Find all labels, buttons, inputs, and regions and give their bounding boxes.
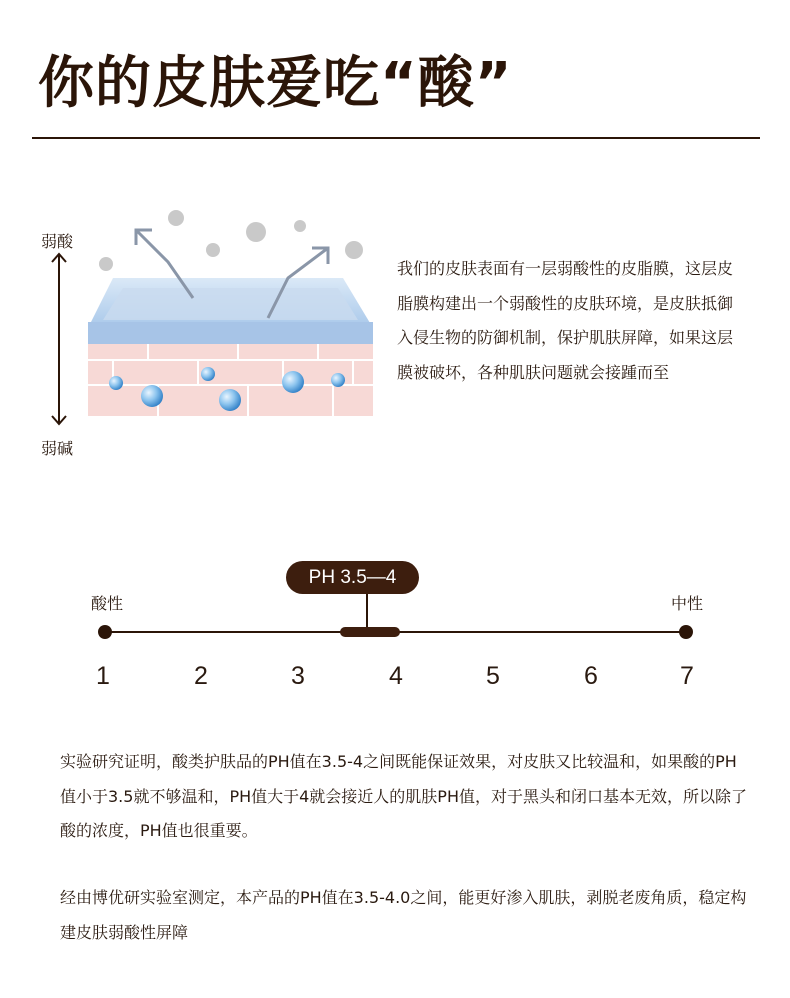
ph-badge-stem: [366, 594, 368, 629]
research-paragraph: 实验研究证明，酸类护肤品的PH值在3.5-4之间既能保证效果，对皮肤又比较温和，如果酸的PH值小于3.5就不够温和，PH值大于4就会接近人的肌肤PH值，对于黑头和闭口基本无效，所以除了酸的浓度，PH值也很重要。: [60, 752, 747, 840]
ph-tick-label: 6: [584, 662, 598, 690]
ph-scale-start-dot: [98, 625, 112, 639]
skin-layer-illustration: [88, 200, 373, 420]
ph-tick-label: 1: [96, 662, 110, 690]
ph-tick-label: 2: [194, 662, 208, 690]
ph-range-badge: PH 3.5—4: [286, 561, 419, 594]
ph-tick-label: 3: [291, 662, 305, 690]
ph-scale-end-dot: [679, 625, 693, 639]
vertical-scale-arrow-icon: [49, 250, 69, 428]
lab-result-paragraph: 经由博优研实验室测定，本产品的PH值在3.5-4.0之间，能更好渗入肌肤，剥脱老废角质，稳定构建皮肤弱酸性屏障: [60, 888, 747, 942]
intro-text: 我们的皮肤表面有一层弱酸性的皮脂膜，这层皮脂膜构建出一个弱酸性的皮肤环境，是皮肤抵御入侵生物的防御机制，保护肌肤屏障，如果这层膜被破坏，各种肌肤问题就会接踵而至: [397, 259, 734, 382]
ph-tick-label: 4: [389, 662, 403, 690]
weak-alkali-label: 弱碱: [41, 439, 74, 458]
weak-acid-label: 弱酸: [41, 232, 74, 251]
page-title: 你的皮肤爱吃“酸”: [38, 51, 513, 116]
ph-highlight-bar: [340, 627, 400, 637]
ph-tick-label: 7: [680, 662, 694, 690]
neutral-label: 中性: [671, 594, 704, 613]
acidic-label: 酸性: [91, 594, 124, 613]
ph-tick-label: 5: [486, 662, 500, 690]
title-divider: [32, 137, 760, 139]
